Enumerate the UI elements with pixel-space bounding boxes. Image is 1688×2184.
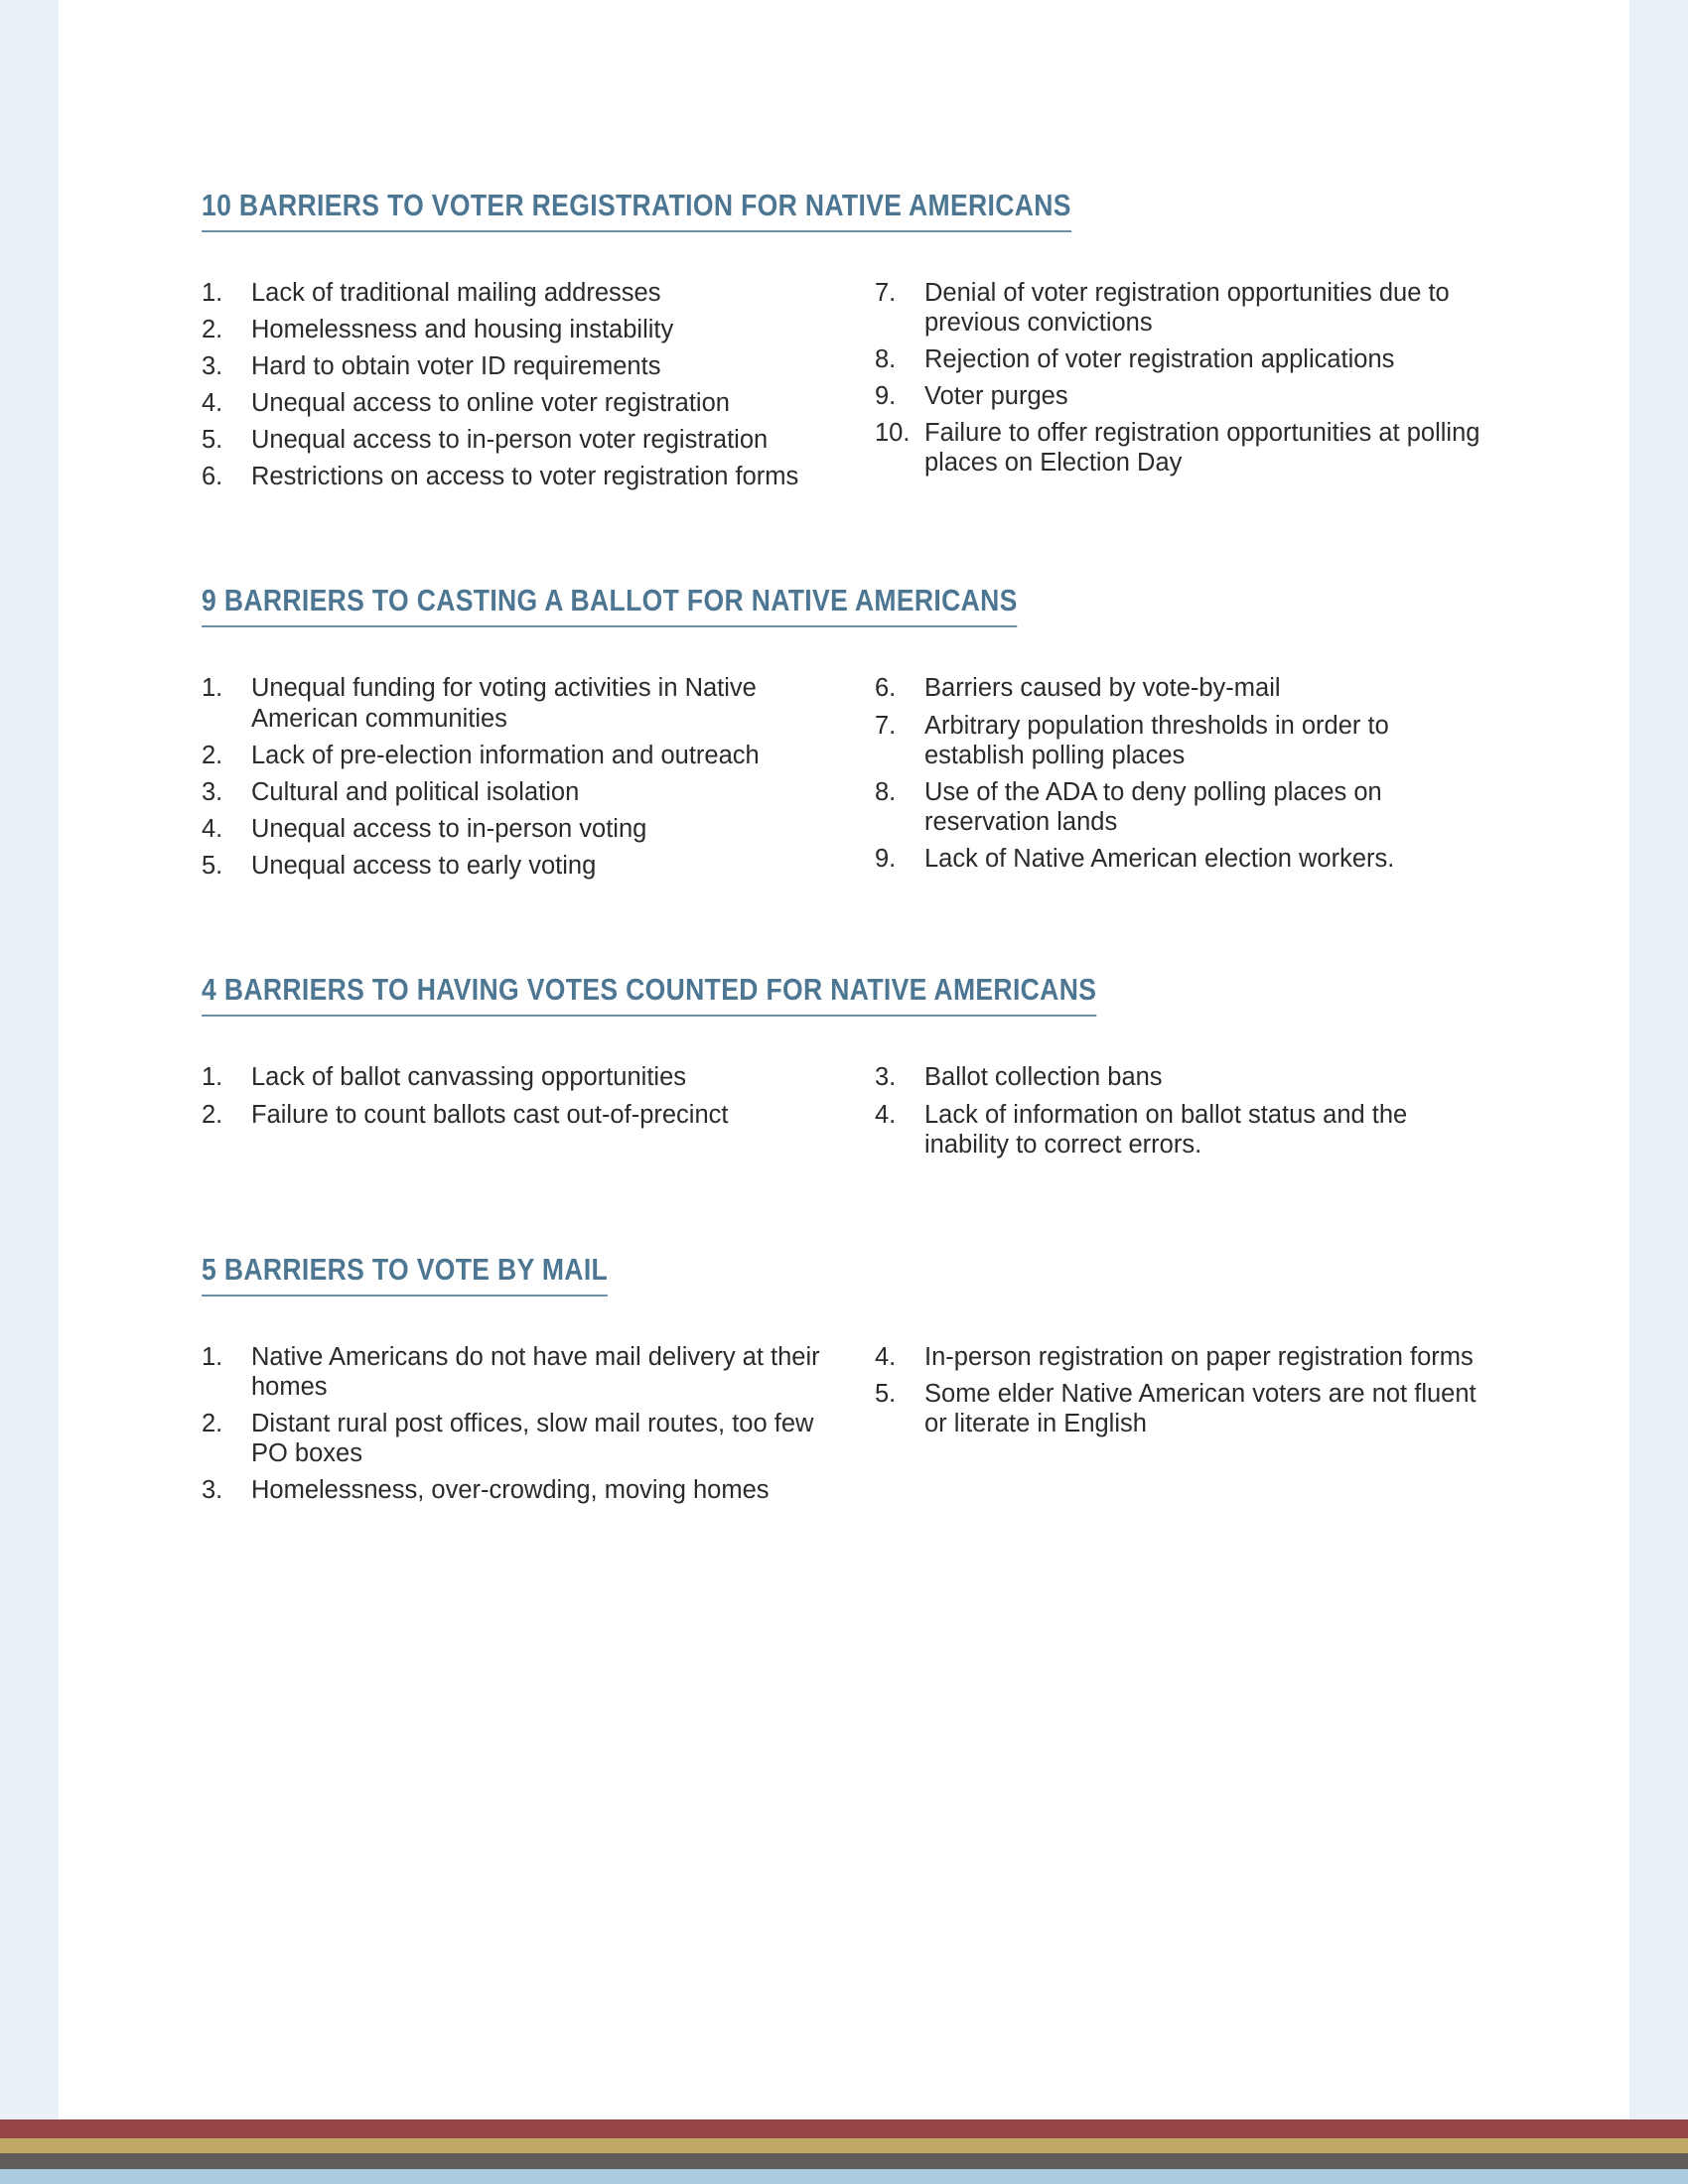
section-heading [202, 584, 1325, 627]
barrier-list [875, 1062, 1492, 1160]
list-item [875, 381, 1492, 411]
list-item-text: Unequal access to in-person voting [251, 814, 647, 843]
list-item [875, 344, 1492, 374]
list-item-number: 6. [875, 674, 897, 703]
list-item [875, 1342, 1492, 1372]
section-left-column [202, 278, 847, 498]
list-item-text: Some elder Native American voters are not fluent or literate in English [924, 1380, 1477, 1438]
section-left-column [202, 1342, 847, 1512]
list-item-text: Unequal access to early voting [251, 851, 597, 880]
list-item-text: Lack of traditional mailing addresses [251, 279, 661, 307]
list-item-number: 10. [875, 419, 911, 448]
section-columns [202, 673, 1492, 887]
list-item [875, 418, 1492, 478]
list-item [202, 462, 847, 491]
list-item-number: 2. [202, 741, 223, 769]
page-right-margin-band [1629, 0, 1688, 2184]
list-item-number: 5. [875, 1380, 897, 1409]
list-item-number: 1. [202, 1062, 223, 1091]
list-item [202, 1475, 847, 1505]
list-item-number: 2. [202, 316, 223, 344]
list-item-number: 4. [875, 1101, 897, 1130]
barrier-list [875, 673, 1492, 873]
list-item-text: Rejection of voter registration applications [924, 345, 1395, 374]
list-item-number: 4. [202, 389, 223, 418]
list-item-text: Lack of pre-election information and outreach [251, 741, 760, 769]
list-item-text: Homelessness, over-crowding, moving homes [251, 1476, 770, 1505]
section-left-column [202, 673, 847, 887]
list-item-text: Restrictions on access to voter registration forms [251, 463, 799, 491]
section-right-column [847, 673, 1492, 887]
list-item-number: 3. [202, 352, 223, 381]
list-item-text: Barriers caused by vote-by-mail [924, 674, 1281, 703]
document-page [59, 0, 1629, 2184]
list-item [202, 777, 847, 807]
section-right-column [847, 1342, 1492, 1512]
section-right-column [847, 1062, 1492, 1167]
footer-stripe-gray [0, 2153, 1688, 2169]
list-item [875, 278, 1492, 338]
list-item-number: 7. [875, 279, 897, 307]
footer-stripe-blue [0, 2169, 1688, 2184]
list-item [875, 1100, 1492, 1160]
list-item [875, 673, 1492, 703]
list-item [202, 351, 847, 381]
list-item [875, 711, 1492, 770]
list-item-text: Cultural and political isolation [251, 777, 580, 806]
list-item-text: Hard to obtain voter ID requirements [251, 352, 661, 381]
list-item-text: Use of the ADA to deny polling places on reservation lands [924, 777, 1382, 836]
list-item-number: 2. [202, 1101, 223, 1130]
list-item-text: Distant rural post offices, slow mail routes, too few PO boxes [251, 1410, 814, 1468]
barrier-list [202, 1342, 847, 1505]
list-item-text: Voter purges [924, 382, 1068, 411]
list-item-number: 4. [875, 1343, 897, 1372]
list-item-text: Lack of ballot canvassing opportunities [251, 1062, 687, 1091]
barrier-list [875, 1342, 1492, 1438]
list-item-number: 3. [202, 1476, 223, 1505]
footer-decorative-stripes [0, 2119, 1688, 2184]
barrier-list [202, 278, 847, 491]
list-item [875, 1062, 1492, 1092]
list-item-text: Lack of information on ballot status and the inability to correct errors. [924, 1101, 1408, 1160]
list-item-number: 7. [875, 711, 897, 740]
section-columns [202, 1342, 1492, 1512]
list-item-text: Unequal access to online voter registration [251, 389, 730, 418]
list-item-number: 5. [202, 851, 223, 880]
list-item-text: Failure to count ballots cast out-of-precinct [251, 1101, 729, 1130]
section-heading [202, 973, 1325, 1017]
list-item-number: 9. [875, 382, 897, 411]
list-item [202, 1100, 847, 1130]
list-item-number: 9. [875, 844, 897, 873]
footer-stripe-gold [0, 2138, 1688, 2153]
section-right-column [847, 278, 1492, 498]
list-item-text: Native Americans do not have mail delivery at their homes [251, 1343, 820, 1402]
section-heading-text: 9 BARRIERS TO CASTING A BALLOT FOR NATIVE AMERICANS [202, 584, 1018, 627]
list-item-text: Arbitrary population thresholds in order to establish polling places [924, 711, 1389, 769]
list-item-number: 4. [202, 814, 223, 843]
list-item-number: 5. [202, 426, 223, 455]
list-item-number: 1. [202, 279, 223, 307]
list-item [202, 1409, 847, 1468]
barrier-list [202, 673, 847, 880]
list-item [202, 673, 847, 733]
list-item-text: Lack of Native American election workers. [924, 844, 1395, 873]
barrier-list [875, 278, 1492, 478]
list-item-text: Failure to offer registration opportunities at polling places on Election Day [924, 419, 1480, 478]
section-heading-text: 10 BARRIERS TO VOTER REGISTRATION FOR NATIVE AMERICANS [202, 189, 1071, 232]
list-item [202, 315, 847, 344]
list-item-text: Denial of voter registration opportunities due to previous convictions [924, 279, 1450, 338]
page-left-margin-band [0, 0, 59, 2184]
section-heading [202, 189, 1325, 232]
barrier-list [202, 1062, 847, 1130]
list-item-text: In-person registration on paper registration forms [924, 1343, 1474, 1372]
list-item-number: 1. [202, 1343, 223, 1372]
list-item-text: Homelessness and housing instability [251, 316, 674, 344]
list-item-text: Unequal access to in-person voter registration [251, 426, 769, 455]
section-columns [202, 278, 1492, 498]
list-item-number: 8. [875, 777, 897, 806]
list-item [875, 844, 1492, 874]
list-item [202, 425, 847, 455]
list-item [202, 851, 847, 881]
list-item-number: 6. [202, 463, 223, 491]
section-voter-registration-barriers [202, 189, 1492, 498]
list-item [202, 388, 847, 418]
list-item-number: 3. [202, 777, 223, 806]
list-item [875, 777, 1492, 837]
section-heading-text: 4 BARRIERS TO HAVING VOTES COUNTED FOR NATIVE AMERICANS [202, 973, 1096, 1017]
list-item [202, 278, 847, 308]
list-item [202, 1342, 847, 1402]
list-item-text: Ballot collection bans [924, 1062, 1163, 1091]
list-item-number: 8. [875, 345, 897, 374]
list-item [202, 814, 847, 844]
document-content [202, 189, 1492, 1513]
list-item-number: 3. [875, 1062, 897, 1091]
list-item-number: 1. [202, 674, 223, 703]
footer-stripe-red [0, 2119, 1688, 2138]
section-left-column [202, 1062, 847, 1167]
section-heading [202, 1253, 1325, 1297]
list-item-number: 2. [202, 1410, 223, 1438]
list-item [202, 1062, 847, 1092]
section-casting-ballot-barriers [202, 584, 1492, 887]
section-votes-counted-barriers [202, 973, 1492, 1167]
section-heading-text: 5 BARRIERS TO VOTE BY MAIL [202, 1253, 608, 1297]
section-columns [202, 1062, 1492, 1167]
list-item [875, 1379, 1492, 1438]
list-item-text: Unequal funding for voting activities in Native American communities [251, 674, 757, 733]
list-item [202, 741, 847, 770]
section-vote-by-mail-barriers [202, 1253, 1492, 1512]
